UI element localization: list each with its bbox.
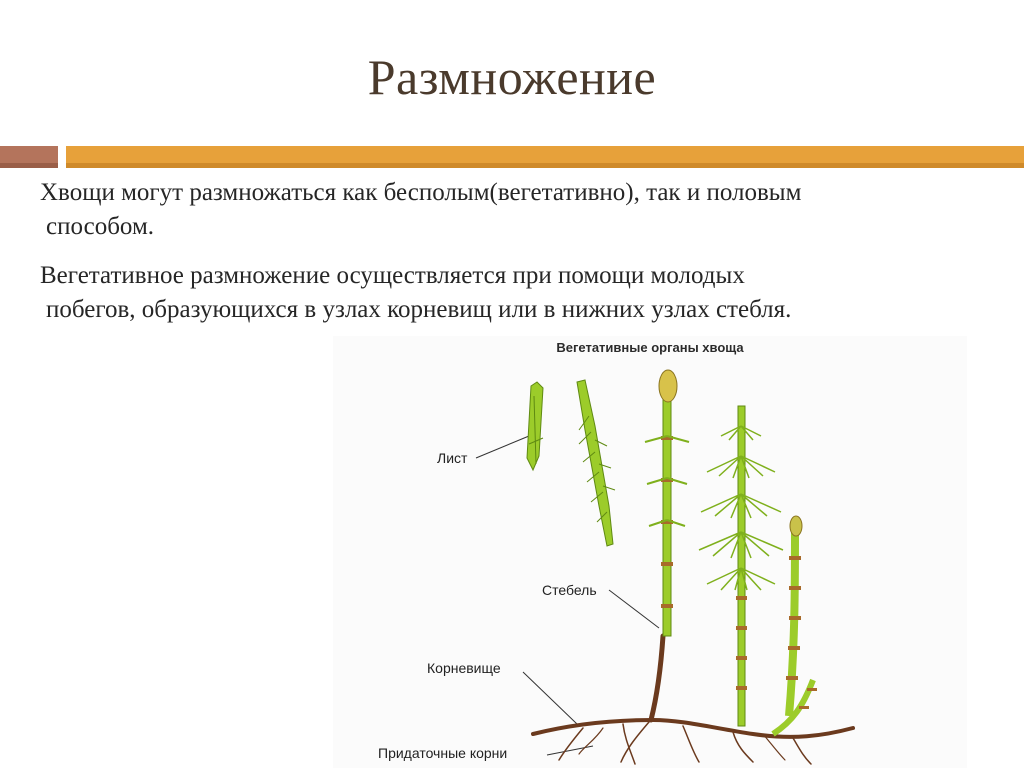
paragraph-reproduction-types: Хвощи могут размножаться как бесполым(вегетативно), так и половым способом.	[40, 179, 802, 240]
label-adventitious-roots: Придаточные корни	[378, 745, 508, 761]
leaf-sheath-shoot	[527, 382, 543, 470]
horsetail-figure	[333, 336, 967, 768]
branch-shoot	[577, 380, 615, 546]
slide-title: Размножение	[367, 49, 657, 105]
fertile-stem	[645, 370, 689, 636]
stem-pointer	[609, 590, 659, 628]
rhizome-pointer	[523, 672, 577, 724]
label-leaf: Лист	[437, 450, 468, 466]
label-stem: Стебель	[542, 582, 597, 598]
figure-title: Вегетативные органы хвоща	[556, 340, 744, 355]
accent-block-left-shade	[0, 163, 58, 168]
horsetail-illustration	[333, 336, 967, 768]
accent-gap	[58, 146, 66, 168]
roots-pointer	[547, 746, 593, 755]
vegetative-stem	[699, 406, 783, 726]
leaf-pointer	[476, 436, 529, 458]
accent-bar-shade	[66, 163, 1024, 168]
paragraph-vegetative-reproduction: Вегетативное размножение осуществляется при помощи молодых побегов, образующихся в узлах корневищ или в нижних узлах стебля.	[40, 262, 792, 323]
young-shoot	[786, 516, 802, 716]
label-rhizome: Корневище	[427, 660, 501, 676]
